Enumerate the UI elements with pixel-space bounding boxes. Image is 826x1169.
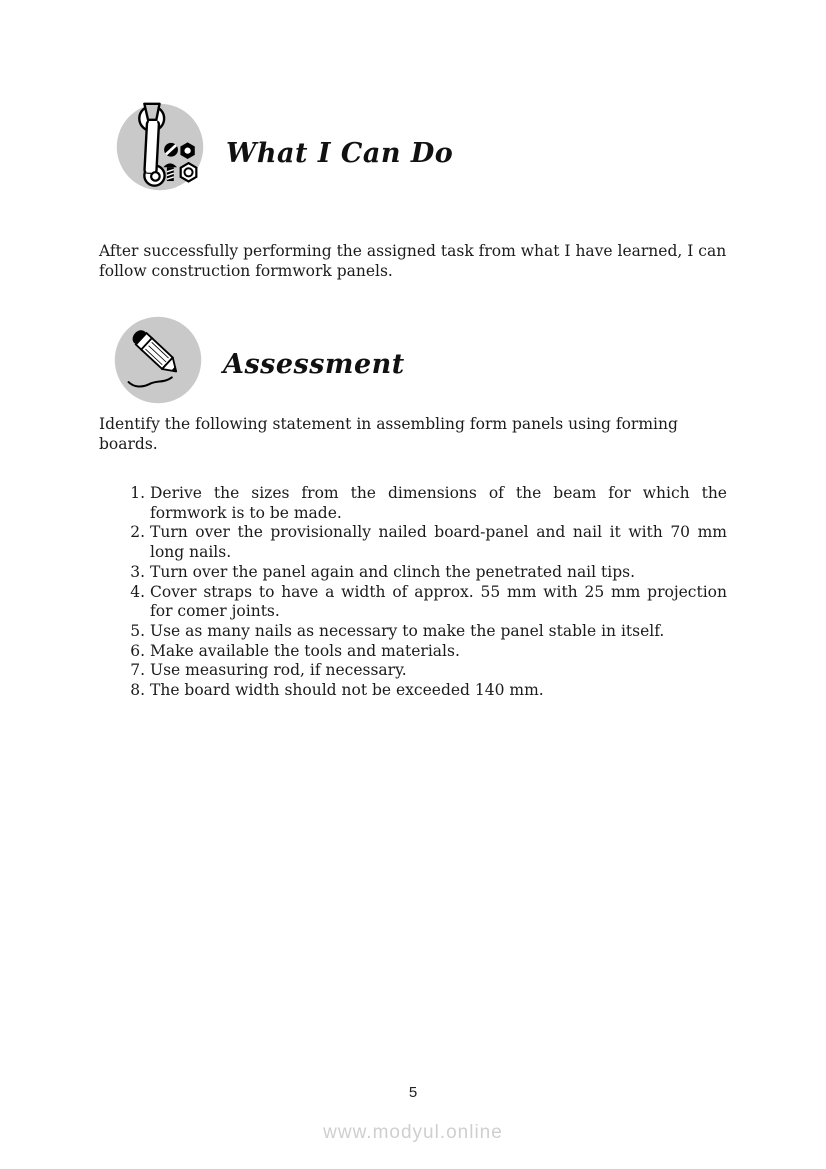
section-heading-what-i-can-do: What I Can Do: [226, 138, 454, 169]
list-item: 3. Turn over the panel again and clinch the penetrated nail tips.: [150, 563, 727, 583]
list-item: 5. Use as many nails as necessary to make the panel stable in itself.: [150, 622, 727, 642]
wrench-tools-icon: [114, 100, 206, 194]
list-item: 8. The board width should not be exceeded 140 mm.: [150, 681, 727, 701]
section-heading-assessment: Assessment: [223, 349, 405, 380]
list-item: 7. Use measuring rod, if necessary.: [150, 661, 727, 681]
pencil-icon: [112, 313, 204, 407]
page-number: 5: [408, 1084, 418, 1101]
assessment-list: [99, 484, 727, 701]
list-item: 6. Make available the tools and materials.: [150, 642, 727, 662]
list-item: 1. Derive the sizes from the dimensions of the beam for which the formwork is to be made.: [150, 484, 727, 523]
list-item: 4. Cover straps to have a width of approx. 55 mm with 25 mm projection for comer joints.: [150, 583, 727, 622]
list-item: 2. Turn over the provisionally nailed board-panel and nail it with 70 mm long nails.: [150, 523, 727, 562]
watermark-text: www.modyul.online: [323, 1122, 503, 1143]
what-i-can-do-paragraph: After successfully performing the assigned task from what I have learned, I can follow construction formwork panels.: [99, 242, 727, 280]
assessment-instruction-paragraph: Identify the following statement in assembling form panels using forming boards.: [99, 415, 678, 453]
